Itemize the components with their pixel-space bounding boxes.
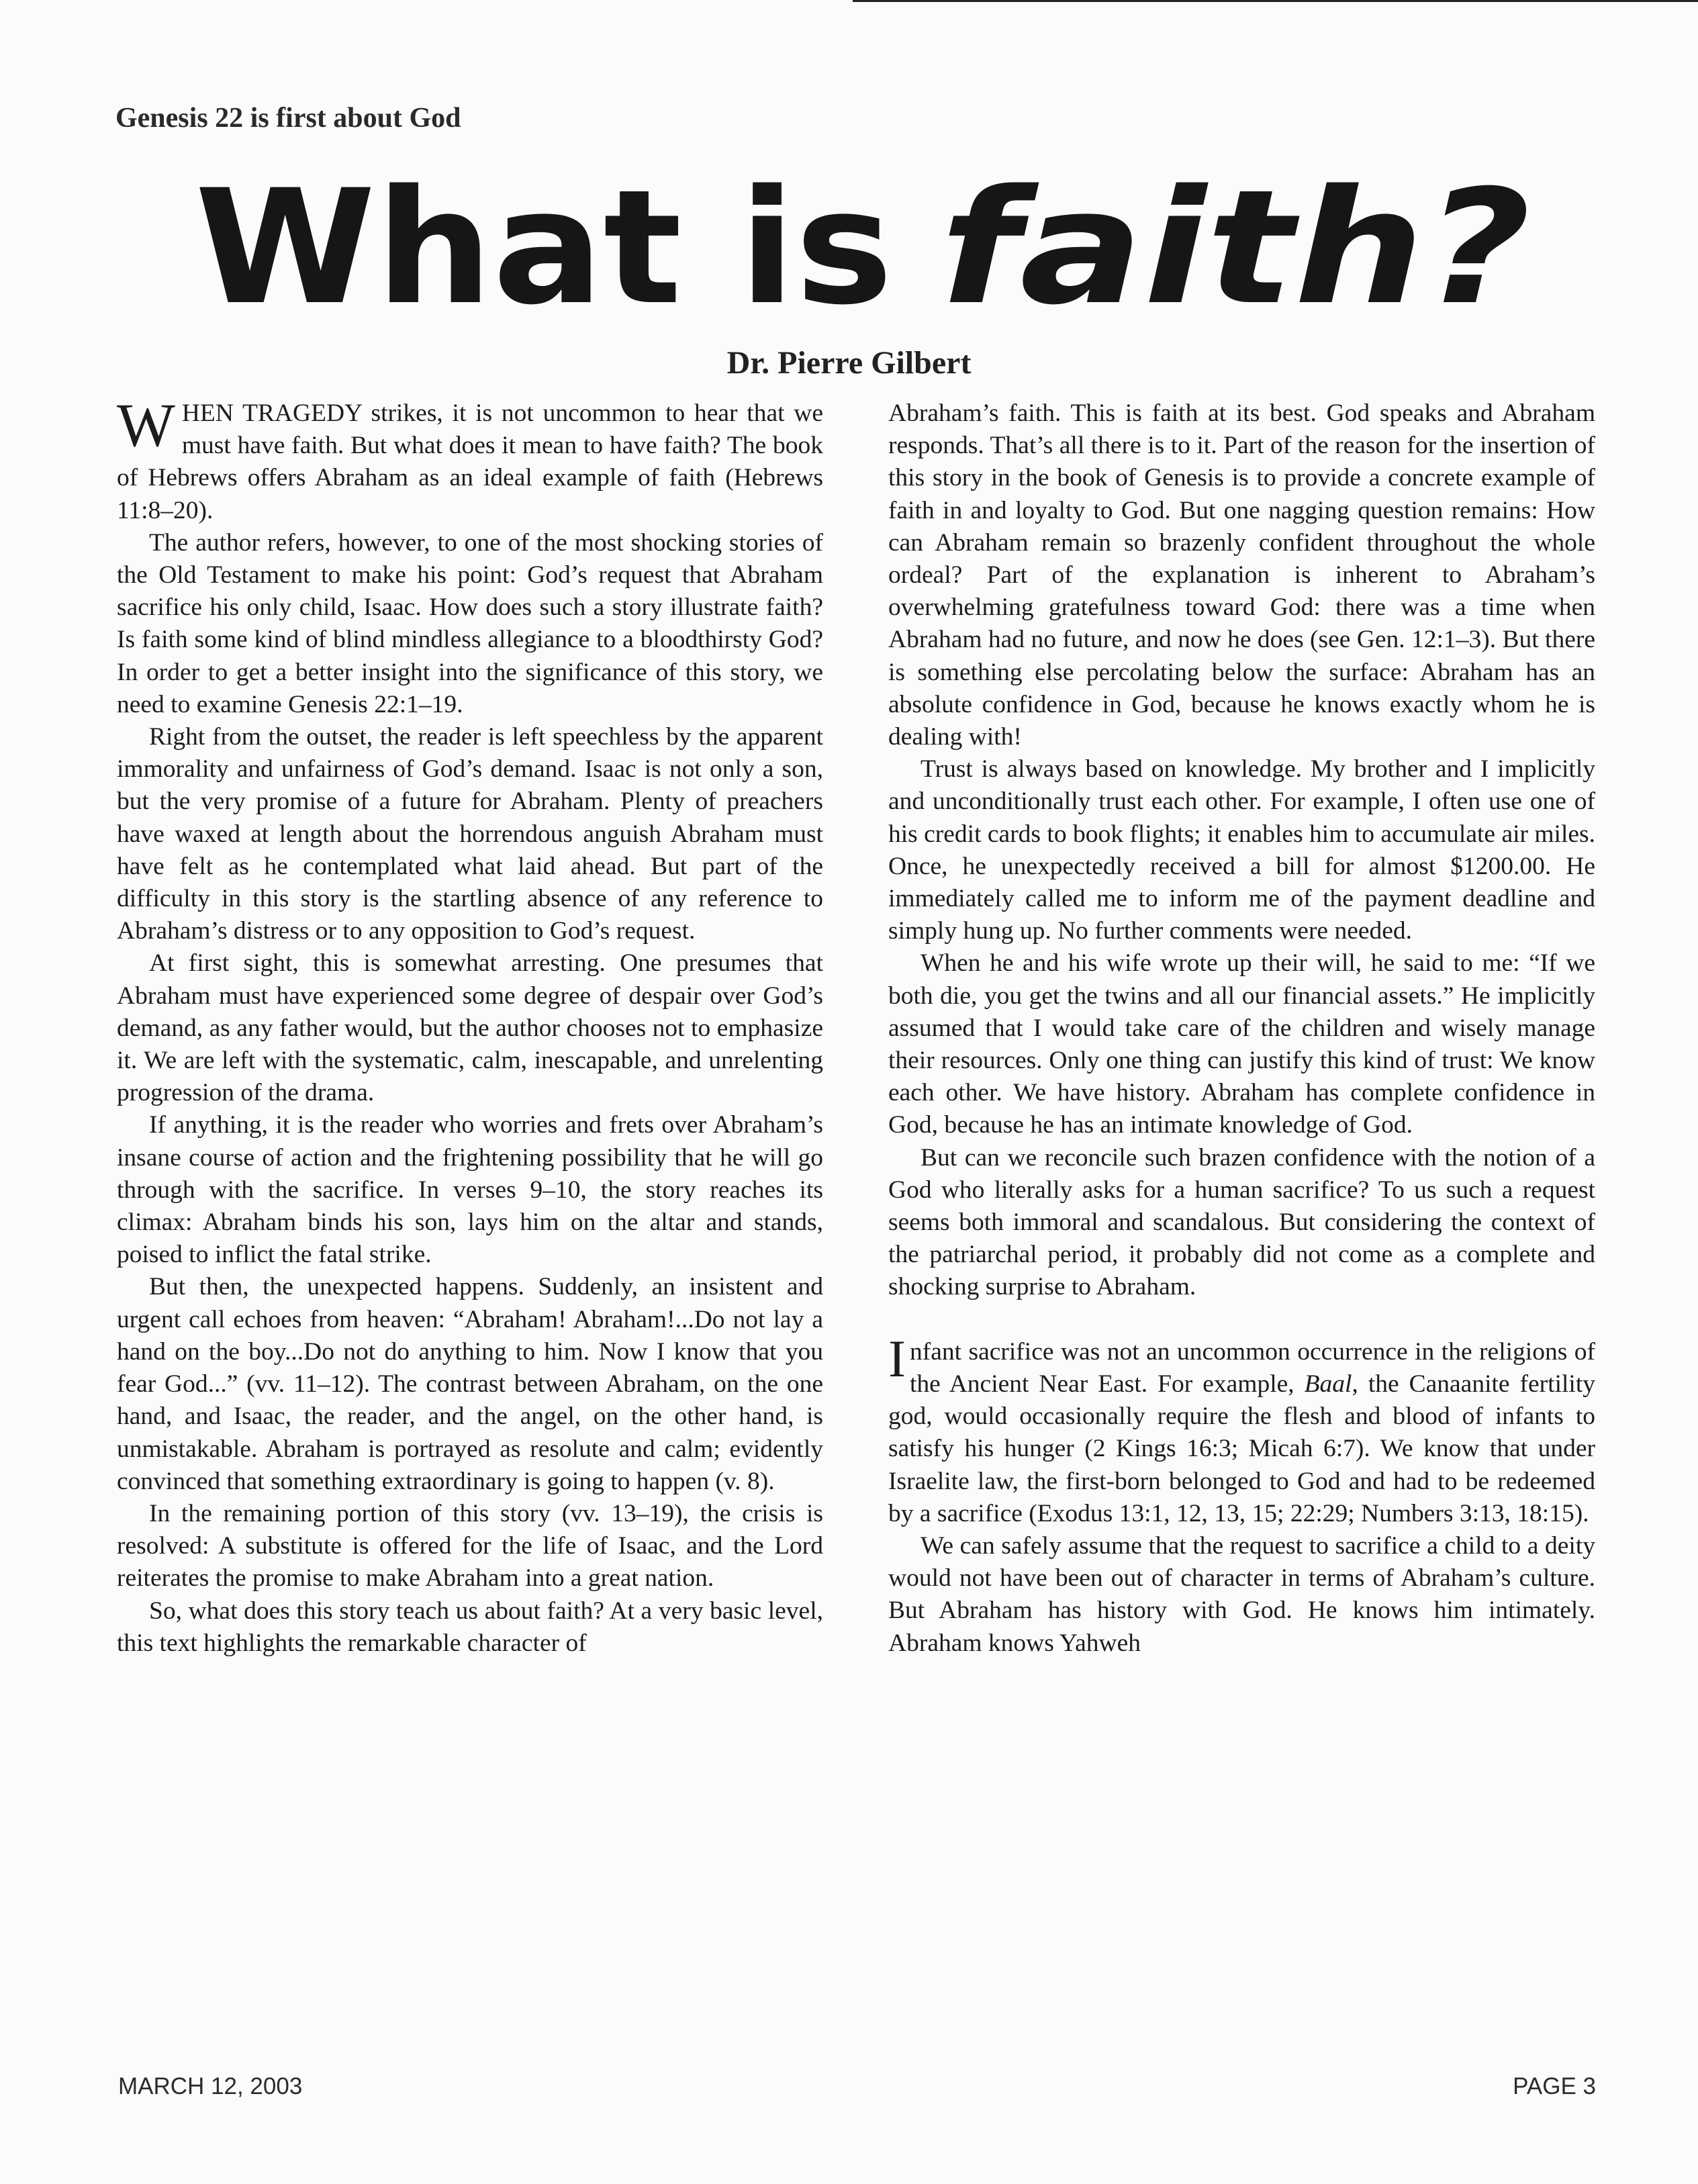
drop-cap: W [117, 391, 175, 459]
footer-date: MARCH 12, 2003 [118, 2073, 303, 2099]
right-column [888, 397, 1595, 1660]
paragraph: WHEN TRAGEDY strikes, it is not uncommon to hear that we must have faith. But what does it mean to have faith? The book of Hebrews offers Abraham as an ideal example of faith (Hebrews 11:8–20). [117, 391, 823, 524]
paragraph: We can safely assume that the request to sacrifice a child to a deity would not have been out of character in terms of Abraham’s culture. But Abraham has history with God. He knows him intimately. Abraham knows Yahweh [888, 1531, 1595, 1657]
headline-faith: faith? [940, 164, 1531, 329]
footer-page-number: PAGE 3 [1513, 2073, 1596, 2099]
byline: Dr. Pierre Gilbert [726, 345, 972, 381]
headline-what-is: What is [195, 164, 893, 329]
kicker: Genesis 22 is first about God [115, 103, 461, 134]
section-break [888, 1304, 1595, 1336]
paragraph: The author refers, however, to one of the most shocking stories of the Old Testament to make his point: God’s request that Abraham sacrifice his only child, Isaac. How does such a story illustrate faith? Is faith some kind of blind mindless allegiance to a bloodthirsty God? In order to get a better insight into the significance of this story, we need to examine Genesis 22:1–19. [117, 528, 823, 718]
paragraph: In the remaining portion of this story (vv. 13–19), the crisis is resolved: A substitute is offered for the life of Isaac, and the Lord reiterates the promise to make Abraham into a great nation. [117, 1499, 823, 1593]
paragraph: At first sight, this is somewhat arresting. One presumes that Abraham must have experienced some degree of despair over God’s demand, as any father would, but the author chooses not to emphasize it. We are left with the systematic, calm, inescapable, and unrelenting progression of the drama. [117, 949, 823, 1107]
paragraph: But can we reconcile such brazen confidence with the notion of a God who literally asks for a human sacrifice? To us such a request seems both immoral and scandalous. But considering the context of the patriarchal period, it probably did not come as a complete and shocking surprise to Abraham. [888, 1143, 1595, 1301]
headline [195, 164, 1551, 329]
paragraph: So, what does this story teach us about faith? At a very basic level, this text highlights the remarkable character of [117, 1597, 823, 1657]
paragraph: When he and his wife wrote up their will, he said to me: “If we both die, you get the twins and all our financial assets.” He implicitly assumed that I would take care of the children and wisely manage their resources. Only one thing can justify this kind of trust: We know each other. We have history. Abraham has complete confidence in God, because he has an intimate knowledge of God. [888, 949, 1595, 1139]
paragraph: If anything, it is the reader who worries and frets over Abraham’s insane course of action and the frightening possibility that he will go through with the sacrifice. In verses 9–10, the story reaches its climax: Abraham binds his son, lays him on the altar and stands, poised to inflict the fatal strike. [117, 1111, 823, 1269]
drop-cap: I [888, 1329, 906, 1388]
paragraph: Right from the outset, the reader is left speechless by the apparent immorality and unfairness of God’s demand. Isaac is not only a son, but the very promise of a future for Abraham. Plenty of preachers have waxed at length about the horrendous anguish Abraham must have felt as he contemplated what laid ahead. But part of the difficulty in this story is the startling absence of any reference to Abraham’s distress or to any opposition to God’s request. [117, 723, 823, 945]
paragraph: Trust is always based on knowledge. My brother and I implicitly and unconditionally trust each other. For example, I often use one of his credit cards to book flights; it enables him to accumulate air miles. Once, he unexpectedly received a bill for almost $1200.00. He immediately called me to inform me of the payment deadline and simply hung up. No further comments were needed. [888, 755, 1595, 945]
paragraph: But then, the unexpected happens. Suddenly, an insistent and urgent call echoes from heaven: “Abraham! Abraham!...Do not lay a hand on the boy...Do not do anything to him. Now I know that you fear God...” (vv. 11–12). The contrast between Abraham, on the one hand, and Isaac, the reader, and the angel, on the other hand, is unmistakable. Abraham is portrayed as resolute and calm; evidently convinced that something extraordinary is going to happen (v. 8). [117, 1273, 823, 1495]
paragraph: Infant sacrifice was not an uncommon occurrence in the religions of the Ancient Near East. For example, Baal, the Canaanite fertility god, would occasionally require the flesh and blood of infants to satisfy his hunger (2 Kings 16:3; Micah 6:7). We know that under Israelite law, the first-born belonged to God and had to be redeemed by a sacrifice (Exodus 13:1, 12, 13, 15; 22:29; Numbers 3:13, 18:15). [888, 1329, 1595, 1527]
paragraph: Abraham’s faith. This is faith at its best. God speaks and Abraham responds. That’s all there is to it. Part of the reason for the insertion of this story in the book of Genesis is to provide a concrete example of faith in and loyalty to God. But one nagging question remains: How can Abraham remain so brazenly confident throughout the whole ordeal? Part of the explanation is inherent to Abraham’s overwhelming gratefulness toward God: there was a time when Abraham had no future, and now he does (see Gen. 12:1–3). But there is something else percolating below the surface: Abraham has an absolute confidence in God, because he knows exactly whom he is dealing with! [888, 399, 1595, 751]
left-column [117, 391, 823, 1660]
top-edge-line [853, 0, 1698, 2]
